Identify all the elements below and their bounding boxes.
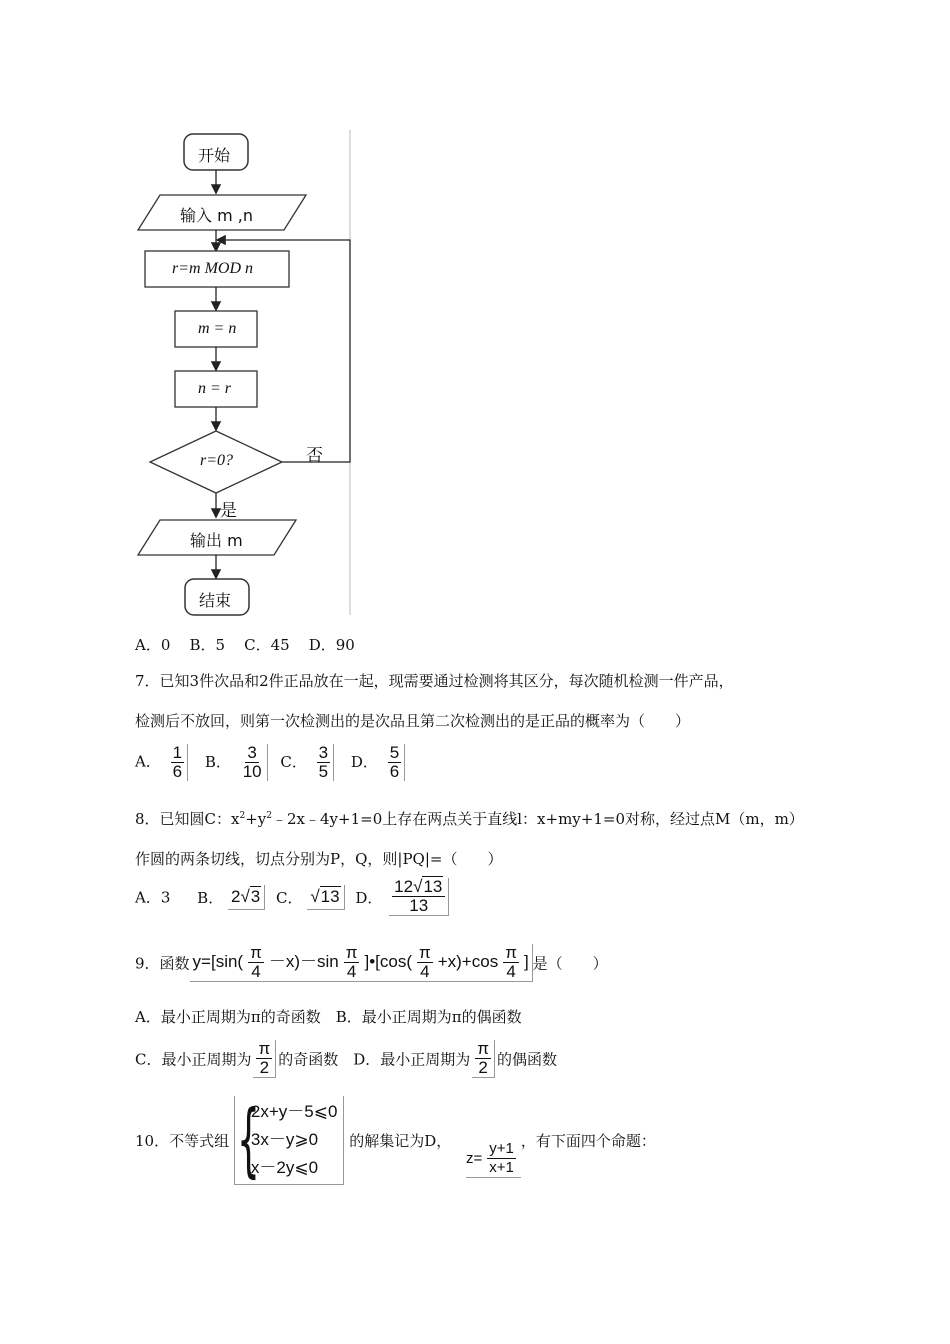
q8-a: A．3 xyxy=(135,888,171,907)
flowchart xyxy=(0,0,950,630)
q9-suffix: 是（ ） xyxy=(532,954,608,973)
q8-options xyxy=(135,878,451,916)
mod-label: r=m MOD n xyxy=(172,260,254,277)
q9-prefix: 9．函数 xyxy=(135,954,190,973)
q9-options-cd: C．最小正周期为 $\frac{\pi}{2}$ 的奇函数 D．最小正周期为 $\frac{\pi}{2}$ 的偶函数 xyxy=(135,1039,557,1077)
q9-d-frac: $\frac{\pi}{2}$ xyxy=(472,1040,495,1078)
q9-expr: y=[sin( $\frac{\pi}{4}$ －x)－sin $\frac{\pi}{4}$ ]•[cos( $\frac{\pi}{4}$ +x)+cos $\frac{\pi}{4}$ ] xyxy=(190,944,533,982)
q8-line2: 作圆的两条切线，切点分别为P，Q，则|PQ|=（ ） xyxy=(135,850,503,868)
q10-prefix: 10．不等式组 xyxy=(135,1132,230,1150)
start-label: 开始 xyxy=(198,146,231,165)
q8-b-expr: 2√3 xyxy=(228,885,265,910)
m-assign-label: m = n xyxy=(198,320,237,337)
q7-line2: 检测后不放回，则第一次检测出的是次品且第二次检测出的是正品的概率为（ ） xyxy=(135,712,691,730)
q8-c-expr: √13 xyxy=(307,885,344,910)
q7-options xyxy=(135,744,407,781)
q9-c-frac: $\frac{\pi}{2}$ xyxy=(253,1040,276,1078)
output-label: 输出 m xyxy=(190,531,243,550)
decision-label: r=0? xyxy=(200,452,234,469)
q7-d-label: D． xyxy=(350,752,378,771)
q10-line xyxy=(135,1093,656,1186)
q8-b-label: B． xyxy=(197,888,224,907)
q7-a-frac: $\frac{1}{6}$ xyxy=(168,744,188,781)
q8-d-frac: $\frac{12√13}{13}$ xyxy=(389,878,449,916)
no-label: 否 xyxy=(306,446,323,466)
q7-line1: 7．已知3件次品和2件正品放在一起，现需要通过检测将其区分，每次随机检测一件产品， xyxy=(135,672,734,690)
q7-a-label: A． xyxy=(135,752,161,771)
q10-system: { 2x+y－5⩽0 3x－y⩾0 x－2y⩽0 xyxy=(234,1096,345,1185)
q8-c-label: C． xyxy=(276,888,303,907)
q8-line1: 8．已知圆C：$x^2+y^2﹣2x﹣4y+1=0$上存在两点关于直线l：x+my+1=0对称，经过点M（m，m） xyxy=(135,810,804,828)
q7-d-frac: $\frac{5}{6}$ xyxy=(385,744,405,781)
q10-z-expr: z= $\frac{y+1}{x+1}$ xyxy=(466,1140,521,1178)
n-assign-label: n = r xyxy=(198,380,232,397)
q9-line xyxy=(135,944,608,982)
q6-options: A．0 B．5 C．45 D．90 xyxy=(135,636,355,654)
input-label: 输入 m ,n xyxy=(180,206,253,225)
q7-b-label: B． xyxy=(204,752,231,771)
q8-d-label: D． xyxy=(355,888,383,907)
yes-label: 是 xyxy=(220,501,237,521)
q10-middle: 的解集记为D， xyxy=(349,1132,452,1150)
q7-b-frac: $\frac{3}{10}$ xyxy=(238,744,268,781)
q7-c-frac: $\frac{3}{5}$ xyxy=(314,744,334,781)
q10-suffix: ，有下面四个命题： xyxy=(520,1132,656,1150)
end-label: 结束 xyxy=(199,591,232,610)
q9-options-ab: A．最小正周期为π的奇函数 B．最小正周期为π的偶函数 xyxy=(135,1008,522,1026)
q7-c-label: C． xyxy=(280,752,307,771)
